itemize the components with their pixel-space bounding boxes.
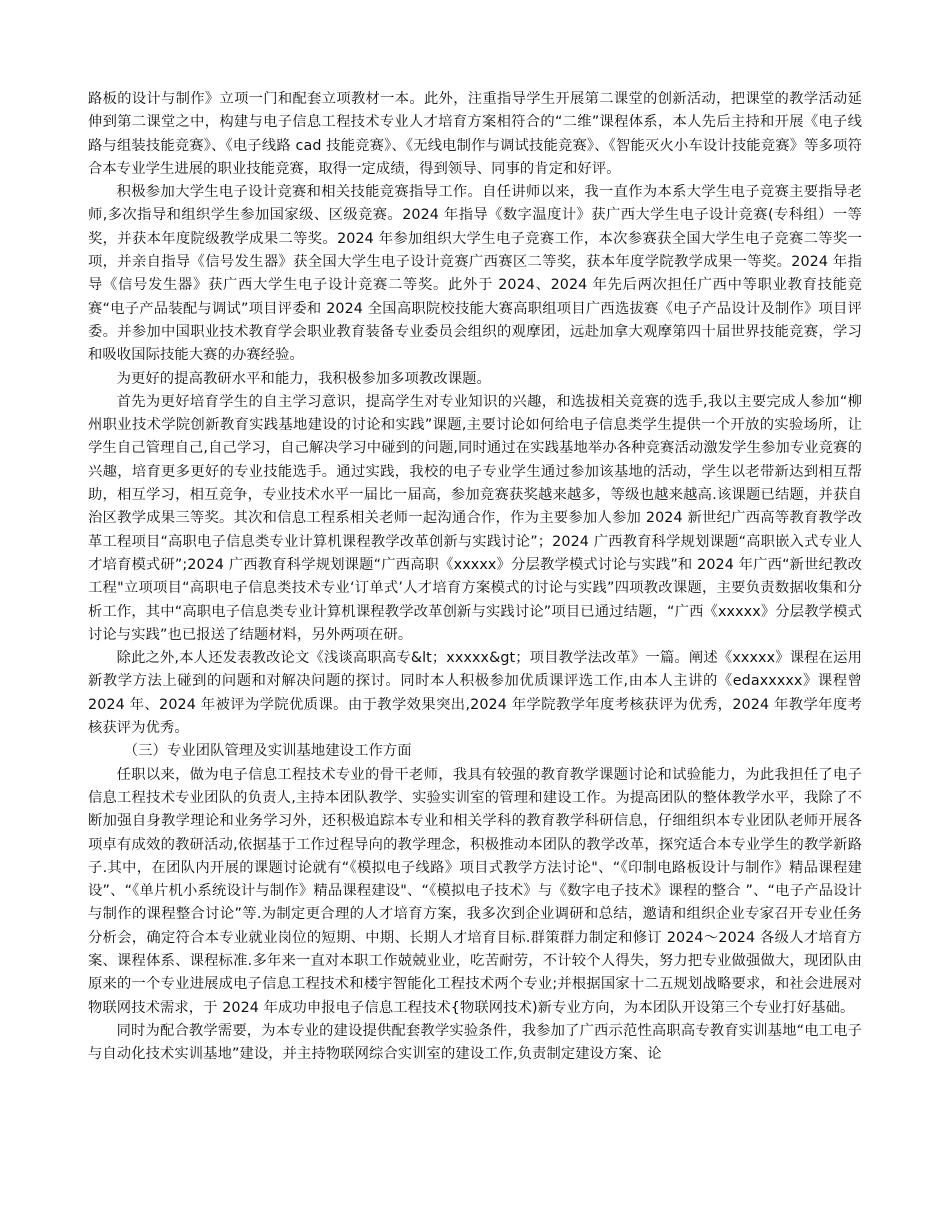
paragraph: 为更好的提高教研水平和能力，我积极参加多项教改课题。	[116, 370, 491, 387]
paragraph: 除此之外,本人还发表教改论文《浅谈高职高专&lt；xxxxx&gt；项目教学法改革》一篇。阐述《xxxxx》课程在运用新教学方法上碰到的问题和对解决问题的探讨。同时本人积极参加优质课评选工作,由本人主讲的《edaxxxxx》课程曾 2024 年、2024 年被评为学院优质课。由于教学效果突出,2024 年学院教学年度考核获评为优秀，2024 年教学年度考核获评为优秀。	[88, 650, 862, 737]
paragraph: 积极参加大学生电子设计竞赛和相关技能竞赛指导工作。自任讲师以来，我一直作为本系大学生电子竞赛主要指导老师,多次指导和组织学生参加国家级、区级竞赛。2024 年指导《数字温度计》获广西大学生电子设计竞赛(专科组）一等奖，并获本年度院级教学成果二等奖。2024 年参加组织大学生电子竞赛工作，本次参赛获全国大学生电子竞赛二等奖一项，并亲自指导《信号发生器》获全国大学生电子设计竞赛广西赛区二等奖，获本年度学院教学成果一等奖。2024 年指导《信号发生器》获广西大学生电子设计竞赛二等奖。此外于 2024、2024 年先后两次担任广西中等职业教育技能竞赛“电子产品装配与调试”项目评委和 2024 全国高职院校技能大赛高职组项目广西选拔赛《电子产品设计及制作》项目评委。并参加中国职业技术教育学会职业教育装备专业委员会组织的观摩团，远赴加拿大观摩第四十届世界技能竞赛，学习和吸收国际技能大赛的办赛经验。	[88, 184, 862, 364]
section-heading: （三）专业团队管理及实训基地建设工作方面	[123, 743, 412, 760]
paragraph: 同时为配合教学需要，为本专业的建设提供配套教学实验条件，我参加了广西示范性高职高专教育实训基地“电工电子与自动化技术实训基地”建设，并主持物联网综合实训室的建设工作,负责制定建设方案、论	[88, 1022, 862, 1063]
paragraph: 路板的设计与制作》立项一门和配套立项教材一本。此外，注重指导学生开展第二课堂的创新活动，把课堂的教学活动延伸到第二课堂之中，构建与电子信息工程技术专业人才培育方案相符合的“二维”课程体系，本人先后主持和开展《电子线路与组装技能竞赛》、《电子线路 cad 技能竞赛》、《无线电制作与调试技能竞赛》、《智能灭火小车设计技能竞赛》等多项符合本专业学生进展的职业技能竞赛，取得一定成绩，得到领导、同事的肯定和好评。	[88, 91, 862, 177]
paragraph: 首先为更好培育学生的自主学习意识，提高学生对专业知识的兴趣，和选拔相关竞赛的选手,我以主要完成人参加“柳州职业技术学院创新教育实践基地建设的讨论和实践”课题,主要讨论如何给电子信息类学生提供一个开放的实验场所，让学生自己管理自己,自己学习，自己解决学习中碰到的问题,同时通过在实践基地举办各种竞赛活动激发学生参加专业竞赛的兴趣，培育更多更好的专业技能选手。通过实践，我校的电子专业学生通过参加该基地的活动，学生以老带新达到相互帮助，相互学习，相互竞争，专业技术水平一届比一届高，参加竞赛获奖越来越多，等级也越来越高.该课题已结题，并获自治区教学成果三等奖。其次和信息工程系相关老师一起沟通合作，作为主要参加人参加 2024 新世纪广西高等教育教学改革工程项目“高职电子信息类专业计算机课程教学改革创新与实践讨论”；2024 广西教育科学规划课题“高职嵌入式专业人才培育模式研”;2024 广西教育科学规划课题“广西高职《xxxxx》分层教学模式讨论与实践”和 2024 年广西“新世纪教改工程"立项项目“高职电子信息类技术专业‘订单式’人才培育方案模式的讨论与实践”四项教改课题，主要负责数据收集和分析工作，其中“高职电子信息类专业计算机课程教学改革创新与实践讨论”项目已通过结题，“广西《xxxxx》分层教学模式讨论与实践”也已报送了结题材料，另外两项在研。	[88, 393, 862, 643]
document-body	[88, 88, 862, 1066]
paragraph: 任职以来，做为电子信息工程技术专业的骨干老师，我具有较强的教育教学课题讨论和试验能力，为此我担任了电子信息工程技术专业团队的负责人,主持本团队教学、实验实训室的管理和建设工作。为提高团队的整体教学水平，我除了不断加强自身教学理论和业务学习外，还积极追踪本专业和相关学科的教育教学科研信息，仔细组织本专业团队老师开展各项卓有成效的教研活动,依据基于工作过程导向的教学理念，积极推动本团队的教学改革，探究适合本专业学生的教学新路子.其中，在团队内开展的课题讨论就有“《模拟电子线路》项目式教学方法讨论"、“《印制电路板设计与制作》精品课程建设”、“《单片机小系统设计与制作》精品课程建设"、“《模拟电子技术》与《数字电子技术》课程的整合 ”、“电子产品设计与制作的课程整合讨论”等.为制定更合理的人才培育方案，我多次到企业调研和总结，邀请和组织企业专家召开专业任务分析会，确定符合本专业就业岗位的短期、中期、长期人才培育目标.群策群力制定和修订 2024～2024 各级人才培育方案、课程体系、课程标准.多年来一直对本职工作兢兢业业，吃苦耐劳，不计较个人得失，努力把专业做强做大，现团队由原来的一个专业进展成电子信息工程技术和楼宇智能化工程技术两个专业;并根据国家十二五规划战略要求，和社会进展对物联网技术需求，于 2024 年成功申报电子信息工程技术{物联网技术)新专业方向，为本团队开设第三个专业打好基础。	[88, 766, 862, 1016]
